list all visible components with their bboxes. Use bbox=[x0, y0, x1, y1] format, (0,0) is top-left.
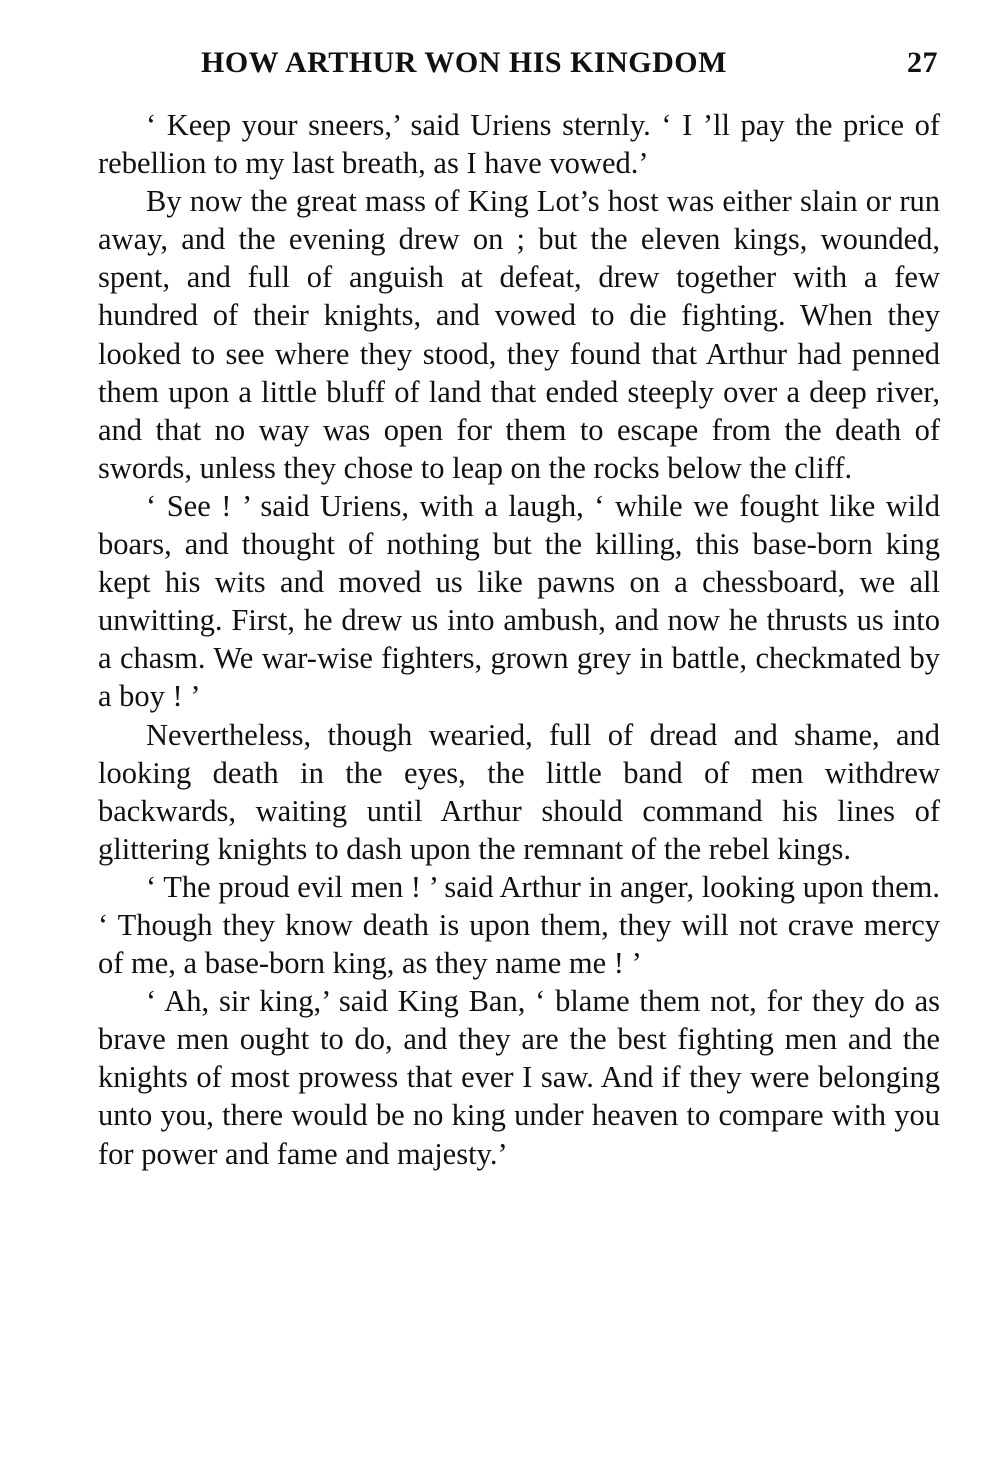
paragraph-6: ‘ Ah, sir king,’ said King Ban, ‘ blame them not, for they do as brave men ought to do, and they are the best fighting men and the knights of most prowess that ever I saw. And if they were belonging unto you, there would be no king under heaven to compare with you for power and fame and majesty.’ bbox=[98, 984, 940, 1171]
paragraph-5: ‘ The proud evil men ! ’ said Arthur in anger, looking upon them. ‘ Though they know death is upon them, they will not crave mercy of me, a base-born king, as they name me ! ’ bbox=[98, 869, 940, 981]
paragraph-1: ‘ Keep your sneers,’ said Uriens sternly. ‘ I ’ll pay the price of rebellion to my last breath, as I have vowed.’ bbox=[98, 108, 940, 181]
running-head bbox=[98, 40, 940, 100]
running-title: HOW ARTHUR WON HIS KINGDOM bbox=[201, 46, 727, 79]
paragraph-4: Nevertheless, though wearied, full of dread and shame, and looking death in the eyes, the little band of men withdrew backwards, waiting until Arthur should command his lines of glittering knights to dash upon the remnant of the rebel kings. bbox=[98, 717, 940, 866]
paragraph-3: ‘ See ! ’ said Uriens, with a laugh, ‘ while we fought like wild boars, and thought of nothing but the killing, this base-born king kept his wits and moved us like pawns on a chessboard, we all unwitting. First, he drew us into ambush, and now he thrusts us into a chasm. We war-wise fighters, grown grey in battle, checkmated by a boy ! ’ bbox=[98, 488, 940, 714]
paragraph-2: By now the great mass of King Lot’s host was either slain or run away, and the evening drew on ; but the eleven kings, wounded, spent, and full of anguish at defeat, drew together with a few hundred of their knights, and vowed to die fighting. When they looked to see where they stood, they found that Arthur had penned them upon a little bluff of land that ended steeply over a deep river, and that no way was open for them to escape from the death of swords, unless they chose to leap on the rocks below the cliff. bbox=[98, 184, 940, 485]
page-number: 27 bbox=[907, 46, 938, 79]
book-page bbox=[98, 40, 940, 1173]
body-text bbox=[98, 106, 940, 1173]
